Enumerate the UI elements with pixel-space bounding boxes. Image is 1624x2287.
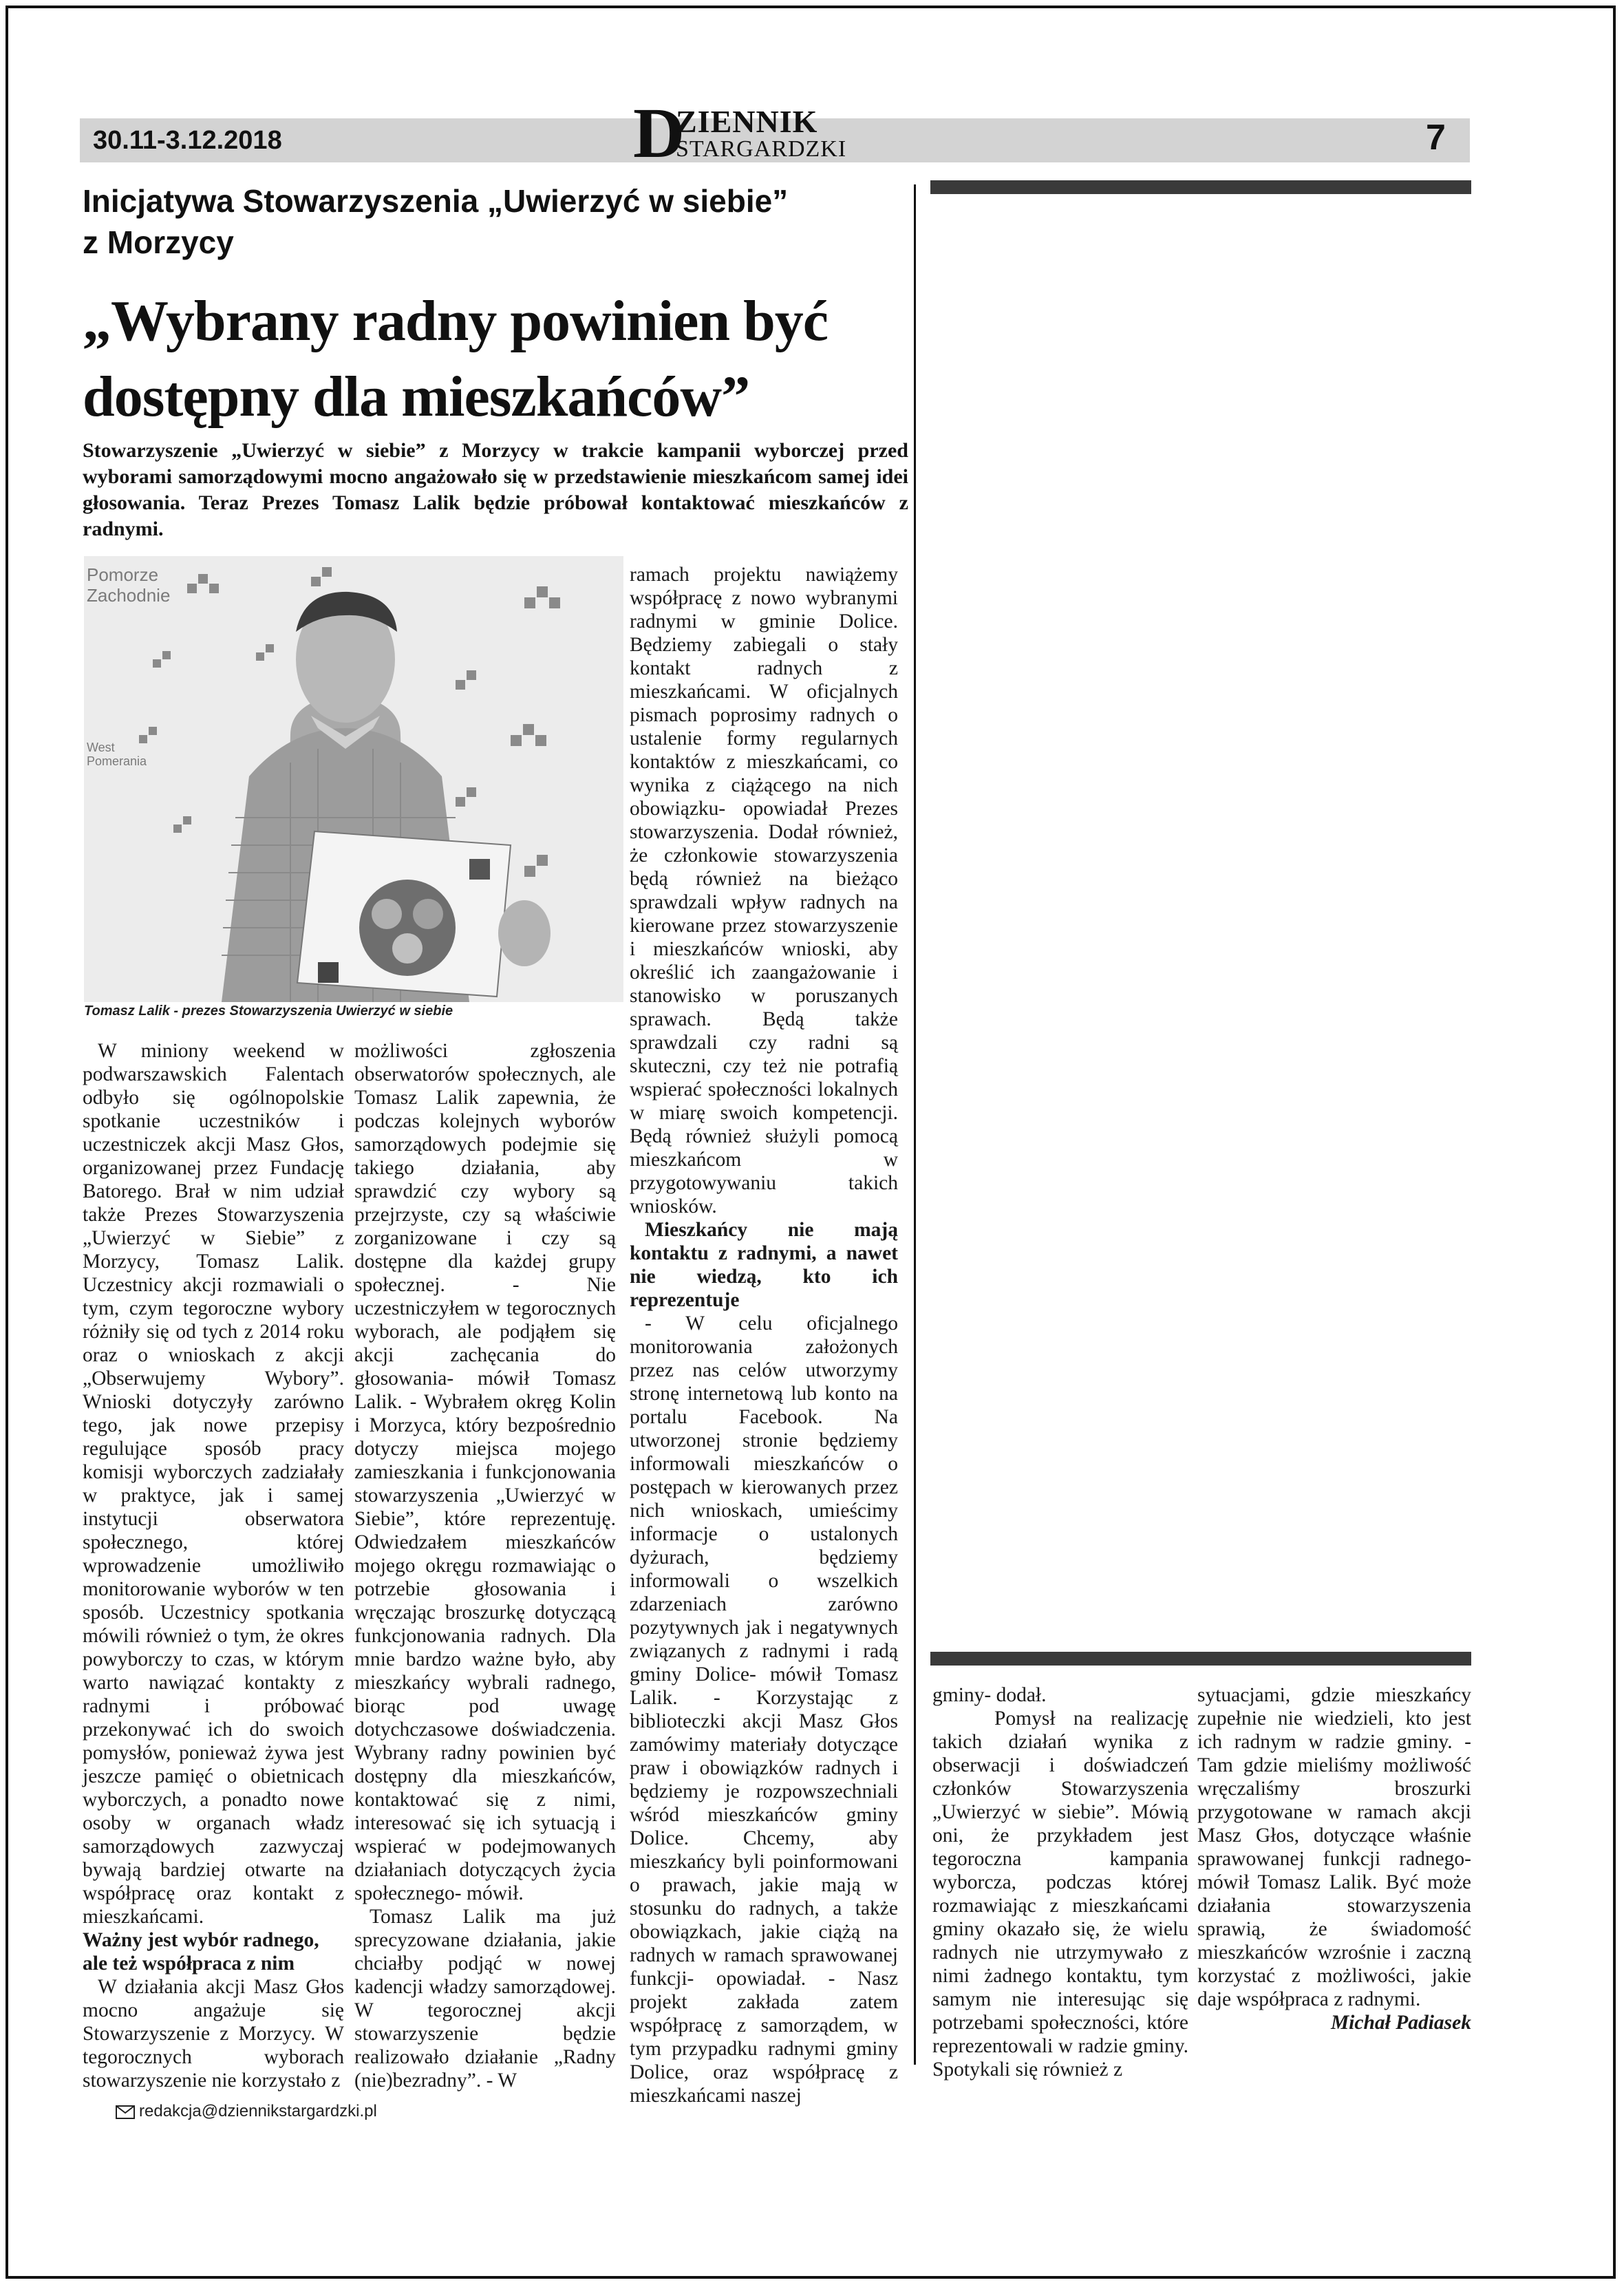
col2-paragraph1: możliwości zgłoszenia obserwatorów społecznych, ale Tomasz Lalik zapewnia, że podczas kolejnych wyborów samorządowych podejmie się takiego działania, aby sprawdzić czy wybory są przejrzyste, czy są właściwie zorganizowane i czy są dostępne dla każdej grupy społecznej. - Nie uczestniczyłem w tegorocznych wyborach, ale podjąłem się akcji zachęcania do głosowania- mówił Tomasz Lalik. - Wybrałem okręg Kolin i Morzyca, który bezpośrednio dotyczy miejsca mojego zamieszkania i funkcjonowania stowarzyszenia „Uwierzyć w Siebie”, które reprezentuję. Odwiedzałem mieszkańców mojego okręgu rozmawiając o potrzebie głosowania i wręczając broszurkę dotyczącą funkcjonowania radnych. Dla mnie bardzo ważne było, aby mieszkańcy wybrali radnego, biorąc pod uwagę dotychczasowe doświadczenia. Wybrany radny powinien być dostępny dla mieszkańców, kontaktować się z nimi, interesować się ich sytuacją i wspierać w podejmowanych działaniach dotyczących życia społecznego- mówił. xyxy=(354,1040,616,1904)
headline-line2: dostępny dla mieszkańców” xyxy=(83,365,750,429)
logo-line2: STARGARDZKI xyxy=(676,136,847,162)
kicker-line1: Inicjatywa Stowarzyszenia „Uwierzyć w siebie” xyxy=(83,183,789,219)
article-lead: Stowarzyszenie „Uwierzyć w siebie” z Morzycy w trakcie kampanii wyborczej przed wyborami samorządowymi mocno angażowało się w przedstawienie mieszkańcom samej idei głosowania. Teraz Prezes Tomasz Lalik będzie próbował kontaktować mieszkańców z radnymi. xyxy=(83,439,908,540)
author-signature: Michał Padiasek xyxy=(1330,2012,1471,2034)
col4-paragraph2: Pomysł na realizację takich działań wynika z obserwacji i doświadczeń członków Stowarzyszenia „Uwierzyć w siebie”. Mówią oni, że przykładem jest tegoroczna kampania wyborcza, podczas której rozmawiając z mieszkańcami gminy okazało się, że wielu radnych nie utrzymywało z nimi żadnego kontaktu, tym samym nie interesując się potrzebami społeczności, które reprezentowali w radzie gminy. Spotykali się również z xyxy=(932,1708,1188,2081)
column-3 xyxy=(630,563,898,2107)
photo-caption: Tomasz Lalik - prezes Stowarzyszenia Uwierzyć w siebie xyxy=(84,1003,453,1019)
col2-paragraph2: Tomasz Lalik ma już sprecyzowane działania, jakie chciałby podjąć w nowej kadencji władzy samorządowej. W tegorocznej akcji stowarzyszenie będzie realizowało działanie „Radny (nie)bezradny”. - W xyxy=(354,1906,616,2092)
lower-right-rule xyxy=(930,1652,1471,1666)
backdrop-brand4: Pomerania xyxy=(87,754,147,768)
backdrop-brand1: Pomorze xyxy=(87,564,159,585)
issue-date: 30.11-3.12.2018 xyxy=(93,126,282,155)
backdrop-brand2: Zachodnie xyxy=(87,585,171,606)
top-right-rule xyxy=(930,180,1471,194)
col1-subheading: Ważny jest wybór radnego, ale też współpraca z nim xyxy=(83,1929,319,1975)
masthead-logo xyxy=(633,94,847,173)
col5-paragraph1: sytuacjami, gdzie mieszkańcy zupełnie nie wiedzieli, kto jest ich radnym w radzie gminy. - Tam gdzie mieliśmy możliwość wręczaliśmy broszurki przygotowane w ramach akcji Masz Głos, dotyczące właśnie sprawowanej funkcji radnego- mówił Tomasz Lalik. Być może działania stowarzyszenia sprawią, że świadomość mieszkańców wzrośnie i zaczną korzystać z możliwości, jakie daje współpraca z radnymi. xyxy=(1197,1684,1471,2010)
headline-line1: „Wybrany radny powinien być xyxy=(83,289,829,353)
col3-paragraph1: ramach projektu nawiążemy współpracę z nowo wybranymi radnymi w gminie Dolice. Będziemy zabiegali o stały kontakt radnych z mieszkańcami. W oficjalnych pismach poprosimy radnych o ustalenie formy regularnych kontaktów z mieszkańcami, co wynika z ciążącego na nich obowiązku- opowiadał Prezes stowarzyszenia. Dodał również, że członkowie stowarzyszenia będą również na bieżąco sprawdzali wpływ radnych na kierowane przez stowarzyszenie i mieszkańców wnioski, aby określić ich zaangażowanie i stanowisko w poruszanych sprawach. Będą także sprawdzali czy radni są skuteczni, czy też nie potrafią wspierać społeczności lokalnych w miarę swoich kompetencji. Będą również służyli pomocą mieszkańcom w przygotowywaniu takich wniosków. xyxy=(630,564,898,1217)
article-kicker xyxy=(83,180,874,263)
col1-paragraph1: W miniony weekend w podwarszawskich Falentach odbyło się ogólnopolskie spotkanie uczestników i uczestniczek akcji Masz Głos, organizowanej przez Fundację Batorego. Brał w nim udział także Prezes Stowarzyszenia „Uwierzyć w Siebie” z Morzycy, Tomasz Lalik. Uczestnicy akcji rozmawiali o tym, czym tegoroczne wybory różniły się od tych z 2014 roku oraz o wnioskach z akcji „Obserwujemy Wybory”. Wnioski dotyczyły zarówno tego, jak nowe przepisy regulujące sposób pracy komisji wyborczych zadziałały w praktyce, jak i samej instytucji obserwatora społecznego, której wprowadzenie umożliwiło monitorowanie wyborów w ten sposób. Uczestnicy spotkania mówili również o tym, że okres powyborczy to czas, w którym warto nawiązać kontakty z radnymi i próbować przekonywać ich do swoich pomysłów, ponieważ żywa jest jeszcze pamięć o obietnicach wyborczych, a ponadto nowe osoby w organach władz samorządowych zazwyczaj bywają bardziej otwarte na współpracę oraz kontakt z mieszkańcami. xyxy=(83,1040,344,1928)
column-divider xyxy=(914,184,916,2065)
footer-email[interactable] xyxy=(116,2102,377,2121)
article-photo xyxy=(84,556,623,1002)
envelope-icon xyxy=(116,2105,135,2119)
col3-paragraph2: - W celu oficjalnego monitorowania założonych przez nas celów utworzymy stronę internetową lub konto na portalu Facebook. Na utworzonej stronie będziemy informowali mieszkańców o postępach w kierowanych przez nich wnioskach, umieścimy informacje o ustalonych dyżurach, będziemy informowali o wszelkich zdarzeniach zarówno pozytywnych jak i negatywnych związanych z radnymi i radą gminy Dolice- mówił Tomasz Lalik. - Korzystając z biblioteczki akcji Masz Głos zamówimy materiały dotyczące praw i obowiązków radnych i będziemy je rozpowszechniali wśród mieszkańców gminy Dolice. Chcemy, aby mieszkańcy byli poinformowani o prawach, jakie mają w stosunku do radnych, a także obowiązkach, jakie ciążą na radnych w ramach sprawowanej funkcji- opowiadał. - Nasz projekt zakłada zatem współpracę z samorządem, w tym przypadku radnymi gminy Dolice, oraz współpracę z mieszkańcami naszej xyxy=(630,1312,898,2107)
col4-paragraph1: gminy- dodał. xyxy=(932,1684,1047,1706)
kicker-line2: z Morzycy xyxy=(83,224,234,260)
col3-subheading: Mieszkańcy nie mają kontaktu z radnymi, a nawet nie wiedzą, kto ich reprezentuje xyxy=(630,1219,898,1311)
column-4 xyxy=(932,1683,1188,2081)
backdrop-brand3: West xyxy=(87,741,115,754)
article-headline xyxy=(83,284,895,435)
column-5 xyxy=(1197,1683,1471,2034)
col1-paragraph2: W działania akcji Masz Głos mocno angażuje się Stowarzyszenie z Morzycy. W tegorocznych wyborach stowarzyszenie nie korzystało z xyxy=(83,1976,344,2092)
column-1 xyxy=(83,1039,344,2092)
logo-line1: ZIENNIK xyxy=(676,104,818,139)
logo-initial: D xyxy=(633,94,685,173)
column-2 xyxy=(354,1039,616,2092)
footer-email-text: redakcja@dziennikstargardzki.pl xyxy=(139,2102,377,2120)
page-number: 7 xyxy=(1426,118,1446,158)
